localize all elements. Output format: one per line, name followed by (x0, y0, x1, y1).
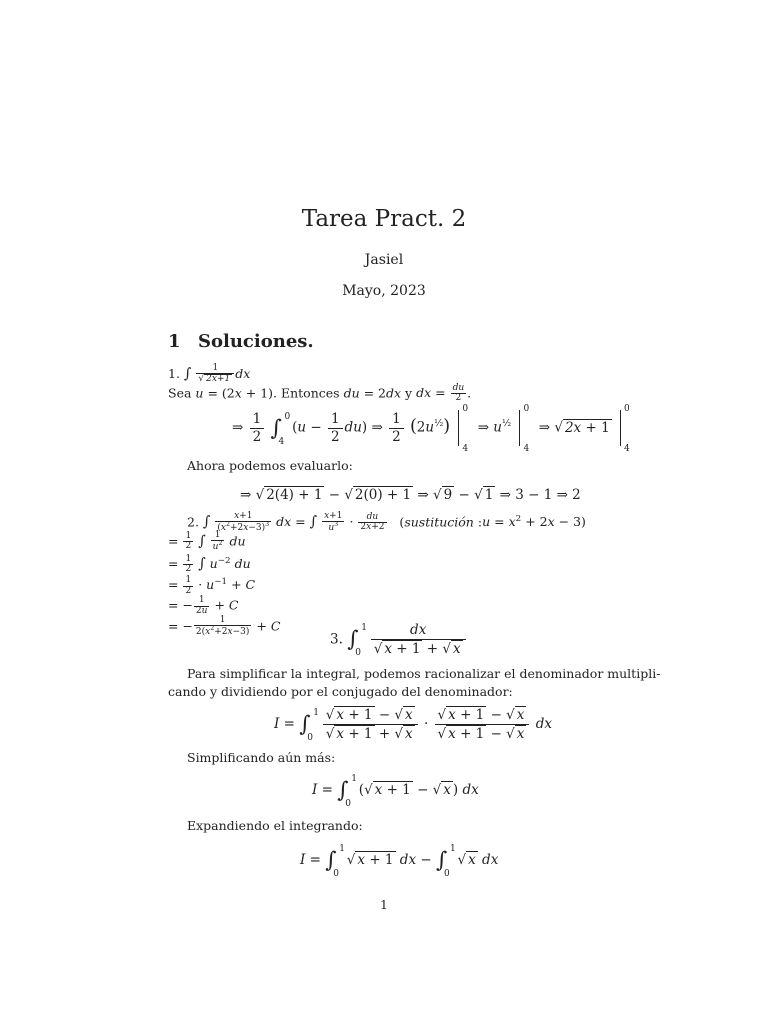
section-heading (168, 331, 314, 352)
section-number: 1 (168, 331, 181, 352)
equation-4: I = ∫ 1 0 (√ x + 1 − √ x ) dx (312, 774, 479, 809)
problem-3-simplify-text: Simplificando aún más: (187, 750, 336, 765)
equation-5: I = ∫ 1 0 √ x + 1 dx − ∫ 1 0 √ x dx (300, 844, 499, 879)
equation-1: ⇒ $\frac{1}{2}$ ∫ 0 4 (u − $\frac{1}{2}$ du) ⇒ $\frac{1}{2}$ $(2u^{\frac{1}{2}})$ 0 4 ⇒ $u^{\frac{1}{2}}$ 0 4 ⇒ √ 2x + 1 0 4 (232, 404, 630, 454)
problem-3-paragraph-2: cando y dividiendo por el conjugado del denominador: (168, 684, 513, 699)
problem-3-statement: 3. ∫ 1 0 $\frac{dx}{√ x + 1 + √ x}$ (330, 622, 468, 658)
document-title: Tarea Pract. 2 (301, 206, 467, 232)
document-author: Jasiel (364, 252, 404, 268)
equation-2: ⇒ √ 2(4) + 1 − √ 2(0) + 1 ⇒ √ 9 − √ 1 ⇒ 3 − 1 ⇒ 2 (240, 487, 581, 503)
problem-3-label: 3. (330, 631, 343, 648)
problem-2-steps: = $\frac{1}{2}$ ∫ $\frac{1}{u^2}$ du = $\frac{1}{2}$ ∫ $u^{-2}$ du = $\frac{1}{2}$ · $u^{-1} + C$ = − $\frac{1}{2u}$ + C = − $\frac{1}{2(x^2+2x-3)}$ + C (168, 530, 281, 638)
problem-2-statement: 2. ∫ $\frac{x+1}{(x^2+2x-3)^3}$ dx = ∫ $\frac{x+1}{u^3}$ · $\frac{du}{2x+2}$ (sustitución :u = $x^2 + 2x - 3$) (187, 511, 586, 534)
problem-1-evaluate-text: Ahora podemos evaluarlo: (187, 458, 353, 473)
problem-3-paragraph-1: Para simplificar la integral, podemos racionalizar el denominador multipli- (187, 666, 661, 681)
section-title: Soluciones. (198, 331, 314, 352)
problem-2-label: 2. (187, 514, 199, 530)
page-number: 1 (380, 898, 388, 912)
problem-3-expand-text: Expandiendo el integrando: (187, 818, 363, 833)
problem-1-substitution: Sea u = (2x + 1). Entonces du = 2dx y dx = $\frac{du}{2}$ . (168, 383, 472, 404)
equation-3: I = ∫ 1 0 $\frac{√ x + 1 - √ x}{√ x + 1 + √ x}$ · $\frac{√ x + 1 - √ x}{√ x + 1 - √ x}$ dx (274, 707, 552, 743)
problem-1-label: 1. (168, 365, 180, 381)
problem-1-statement: 1. ∫ $\frac{1}{√ 2x+1}$ dx (168, 363, 251, 385)
document-date: Mayo, 2023 (342, 283, 426, 299)
